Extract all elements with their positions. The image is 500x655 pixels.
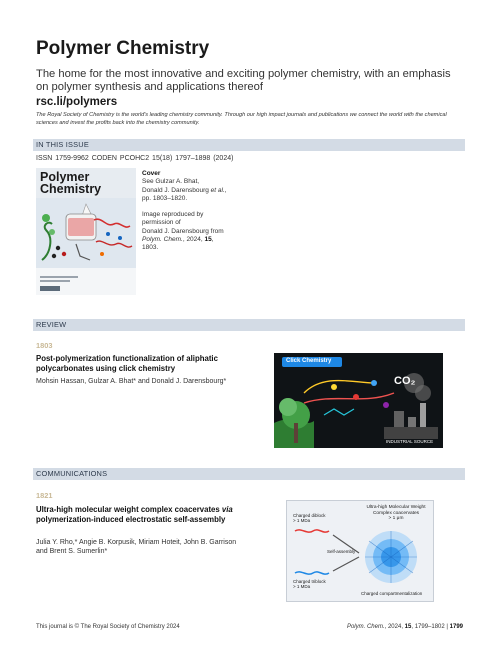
communication-graphic-block-bottom: Charged triblock	[293, 579, 326, 584]
cover-etal: et al.	[210, 186, 225, 194]
cover-see: See Gulzar A. Bhat,	[142, 178, 200, 186]
cover-credit-year: , 2024,	[182, 236, 203, 244]
communication-article-authors: Julia Y. Rho,* Angie B. Korpusik, Miriam Hoteit, John B. Garrison and Brent S. Sumerlin*	[36, 539, 237, 555]
cover-credit-1: Image reproduced by	[142, 211, 204, 219]
communication-graphic-top-sub: Complex coacervates	[372, 510, 420, 516]
journal-tagline: The home for the most innovative and exciting polymer chemistry, with an emphasis on polymer synthesis and applications thereof	[36, 68, 451, 93]
cover-credit-3: Donald J. Darensbourg from	[142, 227, 224, 235]
communication-graphic-bottom: Charged compartmentalization	[361, 591, 423, 596]
communication-graphic[interactable]	[286, 500, 434, 602]
review-graphic[interactable]	[274, 353, 443, 448]
section-heading: REVIEW	[36, 320, 67, 329]
cover-label: Cover	[142, 170, 161, 177]
footer-year: , 2024,	[384, 624, 403, 630]
cover-credit-volume: 15	[204, 236, 212, 244]
rsc-blurb: The Royal Society of Chemistry is the world's leading chemistry community. Through our high impact journals and publications we connect the world with the chemical sciences and invest the profits back into the chemistry community.	[36, 112, 447, 126]
section-bar-in-this-issue	[33, 139, 465, 151]
communication-graphic-block-top: Charged diblock	[293, 513, 326, 518]
review-graphic-label-co2: CO₂	[394, 375, 416, 387]
review-graphic-label-bottom: INDUSTRIAL SOURCE	[386, 439, 434, 444]
review-article-authors: Mohsin Hassan, Gulzar A. Bhat* and Donald J. Darensbourg*	[36, 378, 227, 385]
cover-image[interactable]	[36, 168, 136, 295]
issn-line: ISSN 1759-9962 CODEN PCOHC2 15(18) 1797–1898 (2024)	[36, 155, 234, 162]
communication-article-title[interactable]	[36, 505, 251, 525]
communication-title-part1: Ultra-high molecular weight complex coacervates	[36, 505, 220, 514]
cover-title-line1: Polymer	[40, 170, 90, 184]
review-article-number[interactable]: 1803	[36, 341, 53, 350]
cover-authors: Donald J. Darensbourg	[142, 186, 209, 194]
cover-credit-page: 1803.	[142, 244, 159, 252]
communication-title-part2: polymerization-induced electrostatic self-assembly	[36, 514, 226, 524]
communication-article-number[interactable]: 1821	[36, 491, 53, 500]
communication-graphic-block-top-sub: > 1 MDa	[293, 518, 311, 524]
communication-graphic-block-bottom-sub: > 1 MDa	[293, 584, 311, 590]
section-bar-communications	[33, 468, 465, 480]
cover-credit-2: permission of	[142, 219, 181, 227]
review-graphic-label-top: Click Chemistry	[286, 358, 332, 364]
journal-url[interactable]: rsc.li/polymers	[36, 96, 118, 108]
section-heading: IN THIS ISSUE	[36, 140, 89, 149]
cover-title-line2: Chemistry	[40, 182, 102, 196]
footer-page-number: 1799	[449, 624, 463, 630]
cover-caption: Cover See Gulzar A. Bhat, Donald J. Darensbourg et al., pp. 1803–1820. Image reproduced by permission of Donald J. Darensbourg from Polym. Chem., 2024, 15, 1803.	[142, 170, 252, 253]
communication-graphic-self: Self-assembly	[327, 549, 356, 554]
communication-graphic-size: > 1 μm	[388, 516, 404, 522]
section-heading: COMMUNICATIONS	[36, 469, 108, 478]
cover-pages[interactable]: pp. 1803–1820.	[142, 194, 188, 202]
section-bar-review	[33, 319, 465, 331]
communication-title-via: via	[221, 505, 233, 514]
footer-citation: Polym. Chem., 2024, 15, 1799–1802 | 1799	[346, 624, 463, 630]
cover-illustration	[36, 168, 136, 295]
journal-title: Polymer Chemistry	[36, 38, 210, 59]
cover-credit-journal: Polym. Chem.	[142, 236, 183, 244]
footer-volume: 15	[404, 624, 412, 630]
review-graphic-art	[274, 353, 443, 448]
footer-copyright: This journal is © The Royal Society of Chemistry 2024	[36, 624, 180, 630]
review-article-title[interactable]: Post-polymerization functionalization of aliphatic polycarbonates using click chemistry	[36, 354, 218, 373]
footer-journal: Polym. Chem.	[346, 624, 385, 630]
footer-pages: , 1799–1802	[411, 624, 445, 630]
communication-graphic-top-title: Ultra-high Molecular Weight	[366, 505, 426, 510]
